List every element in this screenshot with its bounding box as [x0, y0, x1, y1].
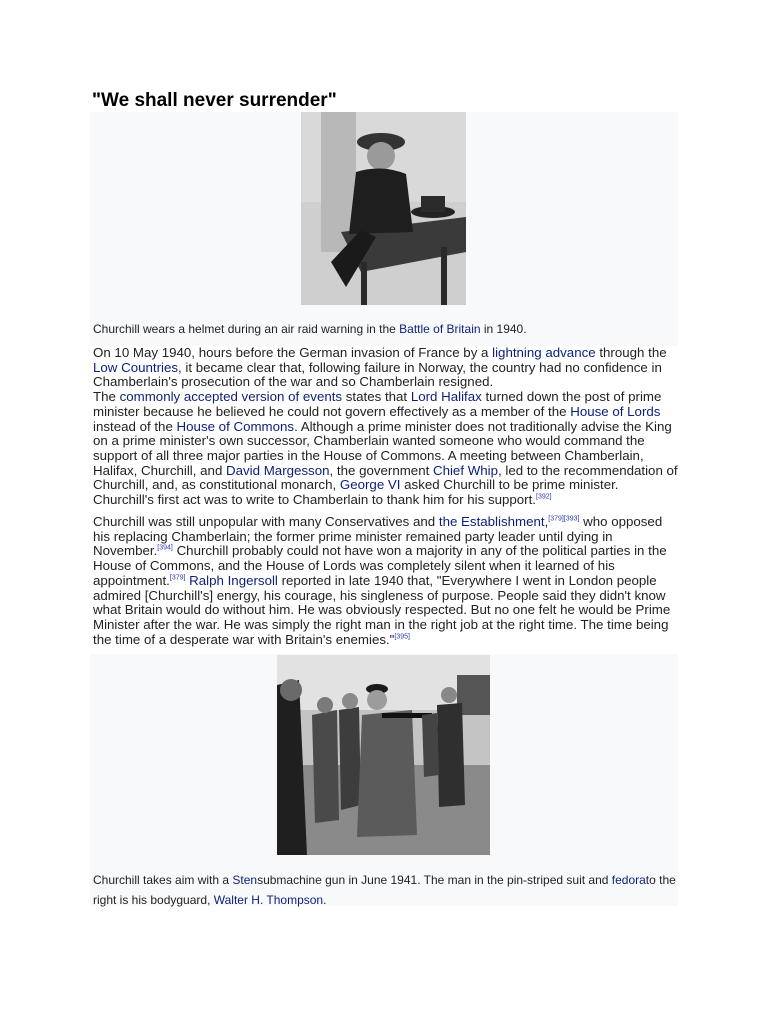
churchill-helmet-photo	[301, 112, 466, 305]
lord-halifax-link[interactable]: Lord Halifax	[410, 389, 482, 405]
figure-2-photo[interactable]	[277, 655, 490, 855]
figure-1-caption: Churchill wears a helmet during an air raid warning in the Battle of Britain in 1940.	[93, 322, 527, 336]
section-heading: "We shall never surrender"	[92, 90, 337, 111]
reference-379[interactable]: [379]	[169, 574, 186, 582]
establishment-link[interactable]: the Establishment	[438, 514, 545, 529]
accepted-version-link[interactable]: commonly accepted version of events	[119, 389, 343, 405]
figure-2-caption: Churchill takes aim with a Stensubmachine gun in June 1941. The man in the pin-striped suit and fedorato the right is his bodyguard, Walter H. Thompson.	[93, 873, 676, 907]
david-margesson-link[interactable]: David Margesson	[226, 462, 330, 478]
reference-395[interactable]: [395]	[394, 633, 410, 641]
house-of-commons-link[interactable]: House of Commons	[176, 418, 295, 434]
paragraph-2: Churchill was still unpopular with many Conservatives and the Establishment,[379][393] who opposed his replacing Chamberlain; the former prime minister remained party leader until dying in November.[394] Churchill probably could not have won a majority in any of the political parties in the House of Commons, and the House of Lords was completely silent when it learned of his appointment.[379] Ralph Ingersoll reported in late 1940 that, "Everywhere I went in London people admired [Churchill's] energy, his courage, his singleness of purpose. People said they didn't know what Britain would do without him. He was obviously respected. But no one felt he would be Prime Minister after the war. He was simply the right man in the right job at the right time. The time being the time of a desperate war with Britain's enemies."[395]	[93, 514, 671, 647]
low-countries-link[interactable]: Low Countries	[93, 359, 178, 375]
churchill-sten-gun-photo	[277, 655, 490, 855]
figure-1-photo[interactable]	[301, 112, 466, 305]
reference-392[interactable]: [392]	[536, 493, 552, 501]
paragraph-1: On 10 May 1940, hours before the German invasion of France by a lightning advance through the Low Countries, it became clear that, following failure in Norway, the country had no confidence in Chamberlain's prosecution of the war and so Chamberlain resigned. The commonly accepted version of events states that Lord Halifax turned down the post of prime minister because he believed he could not govern effectively as a member of the House of Lords instead of the House of Commons. Although a prime minister does not traditionally advise the King on a prime minister's own successor, Chamberlain wanted someone who would command the support of all three major parties in the House of Commons. A meeting between Chamberlain, Halifax, Churchill, and David Margesson, the government Chief Whip, led to the recommendation of Churchill, and, as constitutional monarch, George VI asked Churchill to be prime minister. Churchill's first act was to write to Chamberlain to thank him for his support.[392]	[93, 345, 678, 508]
ralph-ingersoll-link[interactable]: Ralph Ingersoll	[189, 572, 278, 588]
reference-379-393[interactable]: [379][393]	[548, 515, 580, 523]
chief-whip-link[interactable]: Chief Whip	[432, 462, 499, 478]
house-of-lords-link[interactable]: House of Lords	[570, 403, 661, 419]
battle-of-britain-link[interactable]: Battle of Britain	[399, 322, 481, 336]
fedora-link[interactable]: fedora	[611, 873, 646, 887]
walter-thompson-link[interactable]: Walter H. Thompson	[213, 893, 324, 907]
lightning-advance-link[interactable]: lightning advance	[492, 345, 596, 360]
sten-link[interactable]: Sten	[232, 873, 258, 887]
reference-394[interactable]: [394]	[157, 544, 173, 552]
george-vi-link[interactable]: George VI	[339, 477, 401, 493]
